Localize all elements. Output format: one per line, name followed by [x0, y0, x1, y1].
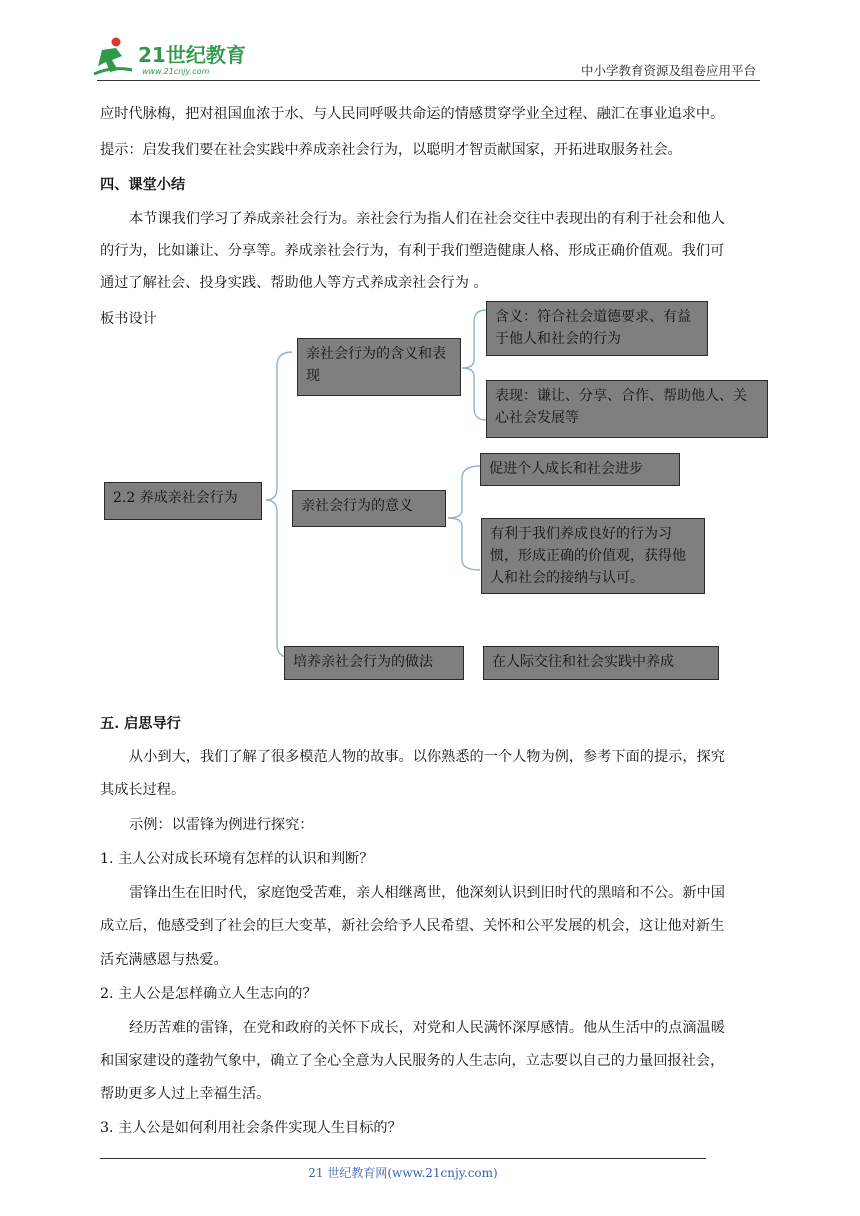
summary-line: 通过了解社会、投身实践、帮助他人等方式养成亲社会行为 。	[100, 275, 488, 291]
runner-icon	[94, 38, 132, 75]
answer-line: 活充满感恩与热爱。	[100, 952, 228, 968]
meaning-manifestation-node: 表现：谦让、分享、合作、帮助他人、关心社会发展等	[486, 380, 768, 438]
summary-line: 本节课我们学习了养成亲社会行为。亲社会行为指人们在社会交往中表现出的有利于社会和他人	[129, 211, 725, 227]
meaning-node: 亲社会行为的含义和表现	[297, 338, 461, 396]
logo-url: www.21cnjy.com	[142, 67, 210, 76]
root-node: 2.2 养成亲社会行为	[104, 482, 262, 520]
significance-item: 促进个人成长和社会进步	[480, 453, 680, 486]
section-title: 四、课堂小结	[100, 177, 186, 193]
question: 2. 主人公是怎样确立人生志向的？	[100, 986, 317, 1002]
significance-node: 亲社会行为的意义	[292, 490, 446, 527]
site-logo	[92, 36, 262, 80]
intro-line: 从小到大，我们了解了很多模范人物的故事。以你熟悉的一个人物为例，参考下面的提示，探究	[129, 749, 725, 765]
board-design-label: 板书设计	[100, 311, 157, 327]
platform-name: 中小学教育资源及组卷应用平台	[580, 63, 756, 78]
meaning-brace	[462, 310, 486, 420]
method-node: 培养亲社会行为的做法	[284, 646, 464, 680]
question: 3. 主人公是如何利用社会条件实现人生目标的？	[100, 1120, 402, 1136]
significance-brace	[448, 466, 480, 570]
example-line: 示例：以雷锋为例进行探究：	[129, 817, 314, 833]
meaning-definition-node: 含义：符合社会道德要求、有益于他人和社会的行为	[486, 301, 708, 356]
answer-line: 雷锋出生在旧时代，家庭饱受苦难，亲人相继离世，他深刻认识到旧时代的黑暗和不公。新中国	[129, 885, 725, 901]
paragraph-line: 应时代脉梅，把对祖国血浓于水、与人民同呼吸共命运的情感贯穿学业全过程、融汇在事业追求中。	[100, 106, 725, 122]
method-detail-node: 在人际交往和社会实践中养成	[483, 646, 719, 680]
logo-text: 21世纪教育	[138, 43, 246, 67]
answer-line: 经历苦难的雷锋，在党和政府的关怀下成长，对党和人民满怀深厚感情。他从生活中的点滴温暖	[129, 1020, 725, 1036]
summary-line: 的行为，比如谦让、分享等。养成亲社会行为，有利于我们塑造健康人格、形成正确价值观。我们可	[100, 243, 725, 259]
header-divider	[97, 80, 760, 81]
question: 1. 主人公对成长环境有怎样的认识和判断？	[100, 851, 374, 867]
significance-item: 有利于我们养成良好的行为习惯，形成正确的价值观，获得他人和社会的接纳与认可。	[481, 518, 705, 594]
intro-line: 其成长过程。	[100, 782, 186, 798]
hint-line: 提示：启发我们要在社会实践中养成亲社会行为，以聪明才智贡献国家，开拓进取服务社会。	[100, 142, 682, 158]
main-brace	[266, 352, 292, 658]
footer-text: 21 世纪教育网(www.21cnjy.com)	[308, 1166, 498, 1180]
section-title: 五. 启思导行	[100, 716, 181, 732]
footer-divider	[100, 1158, 706, 1159]
answer-line: 帮助更多人过上幸福生活。	[100, 1086, 271, 1102]
answer-line: 成立后，他感受到了社会的巨大变革，新社会给予人民希望、关怀和公平发展的机会，这让他对新生	[100, 918, 725, 934]
answer-line: 和国家建设的蓬勃气象中，确立了全心全意为人民服务的人生志向，立志要以自己的力量回报社会，	[100, 1053, 725, 1069]
